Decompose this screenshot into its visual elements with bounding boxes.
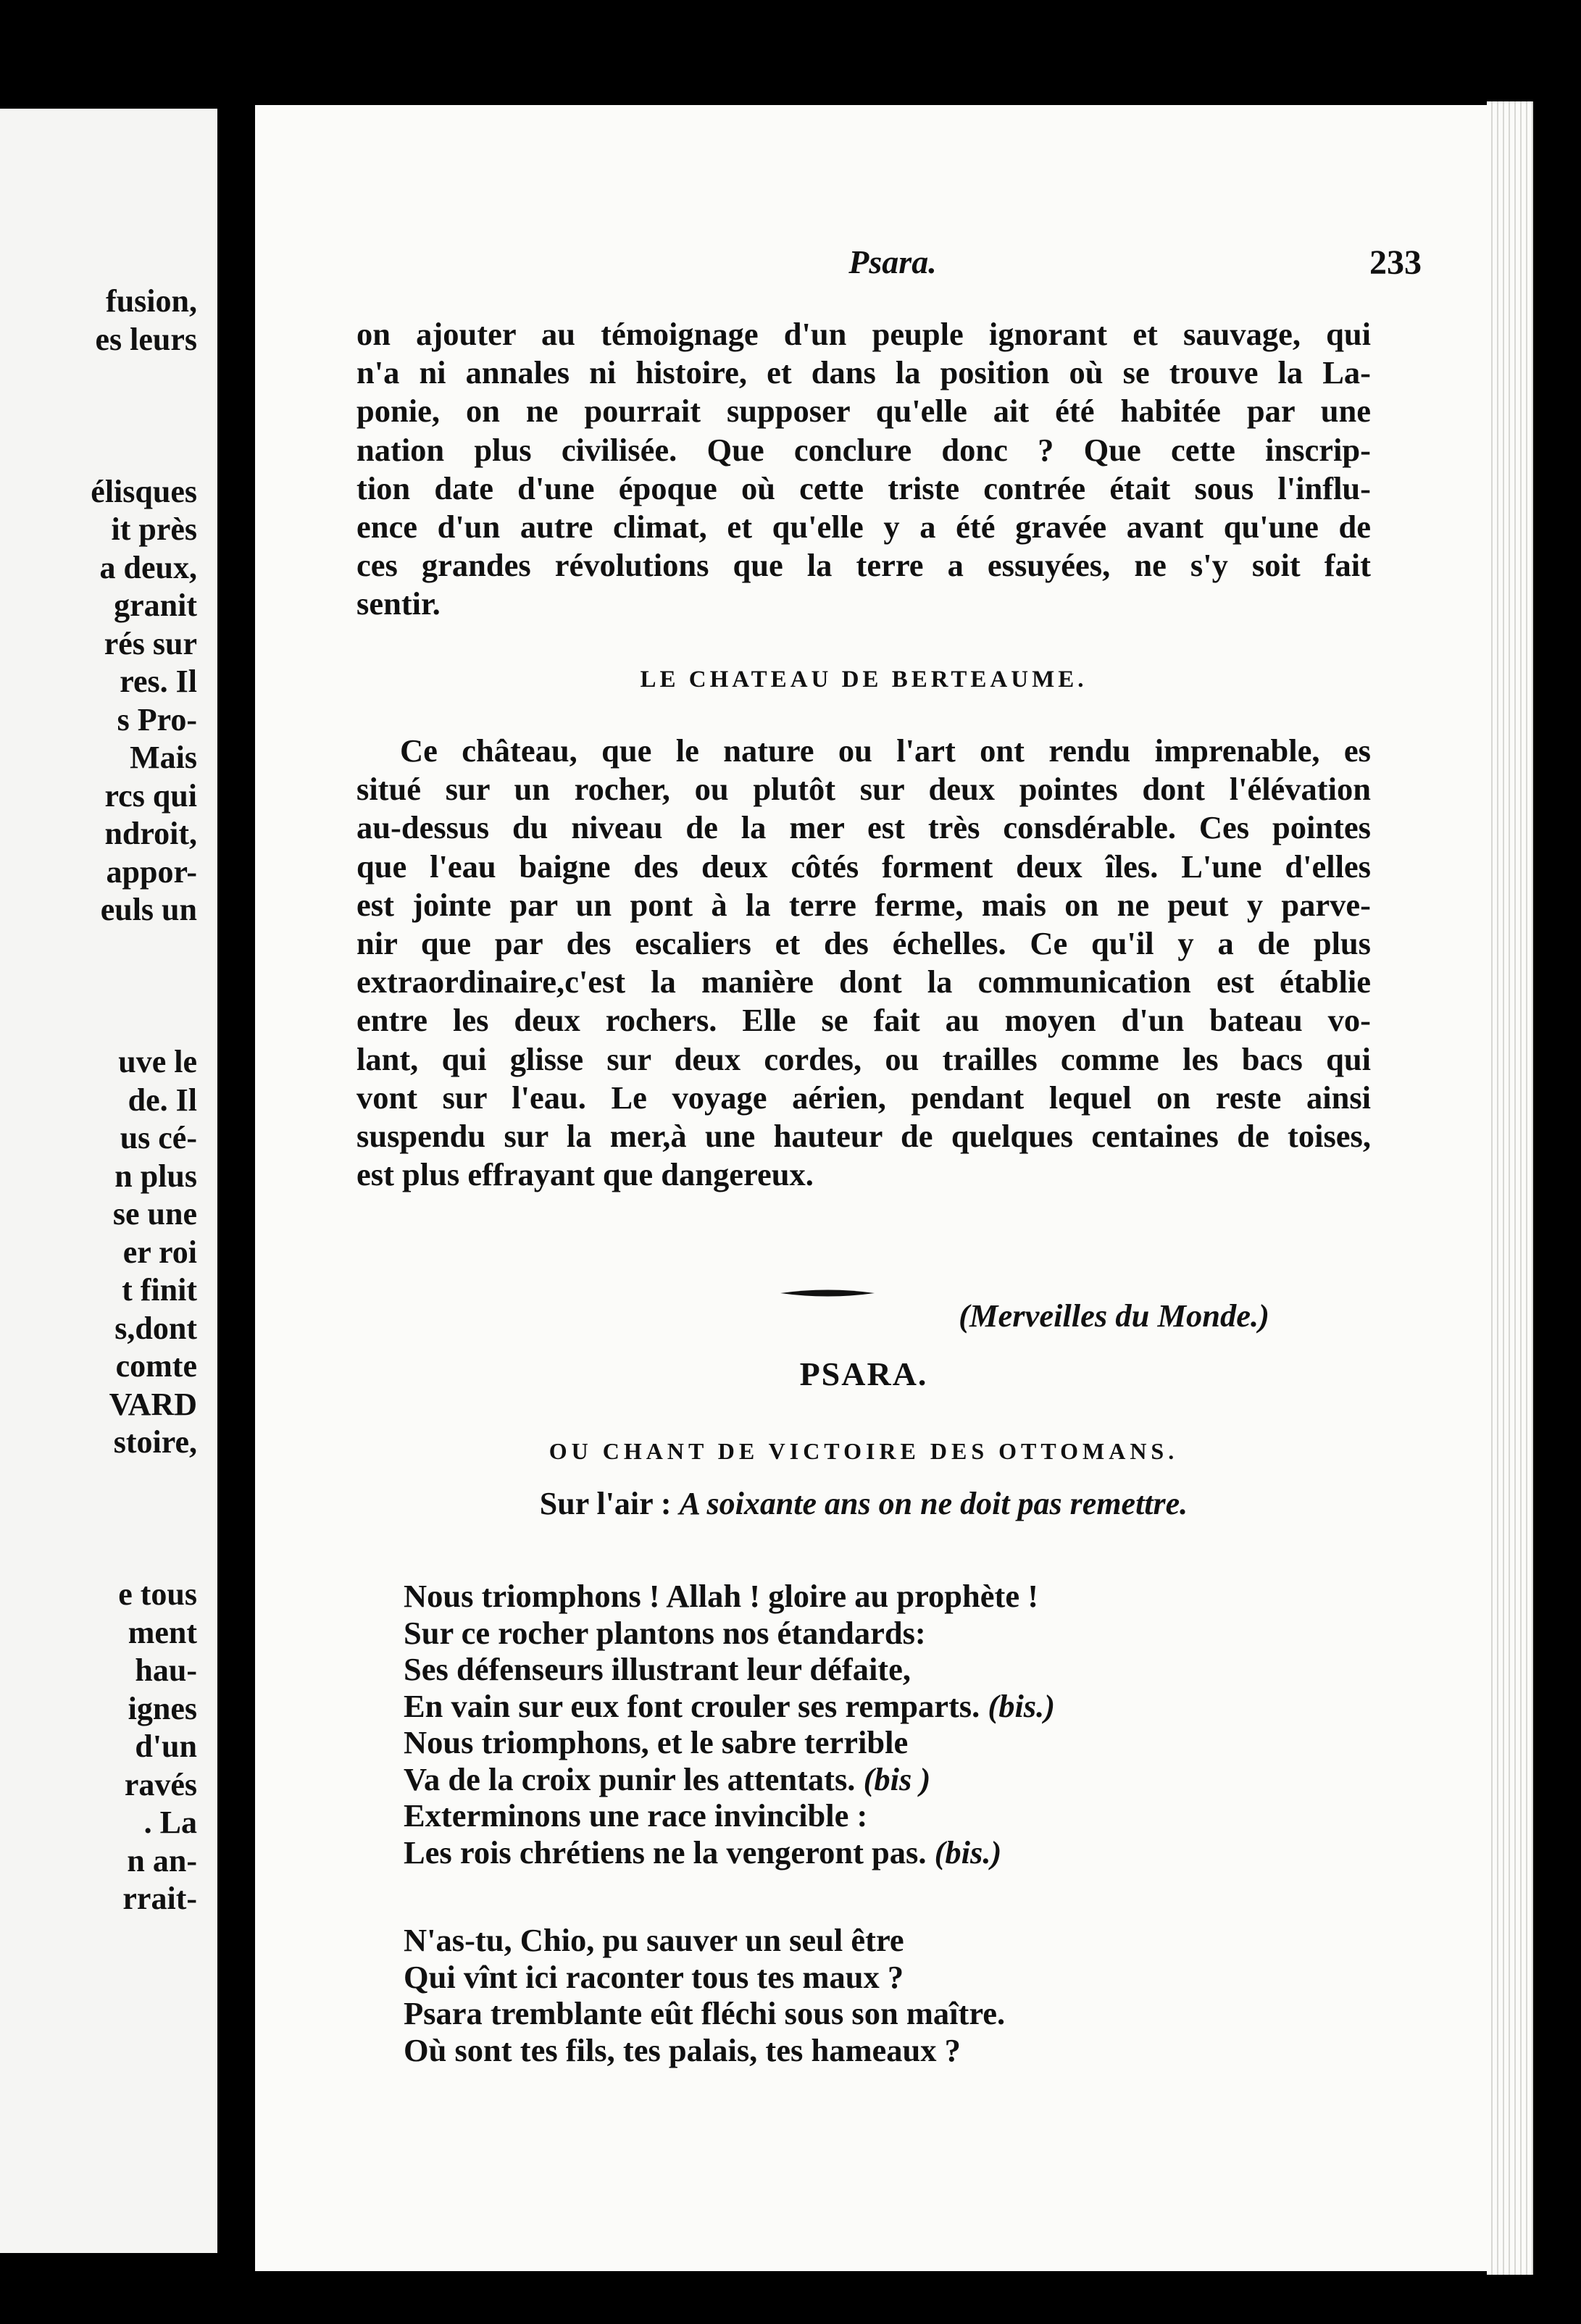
text-line: on ajouter au témoignage d'un peuple ignorant et sauvage, qui xyxy=(356,316,1371,352)
verse-line xyxy=(404,1761,1055,1798)
verse-line xyxy=(404,1578,1055,1615)
text-line: Ce château, que le nature ou l'art ont rendu imprenable, es xyxy=(400,732,1371,769)
verse-line: Où sont tes fils, tes palais, tes hameaux ? xyxy=(404,2031,961,2068)
verse-line: Psara tremblante eût fléchi sous son maître. xyxy=(404,1995,1006,2031)
text-line: nir que par des escaliers et des échelles. Ce qu'il y a de plus xyxy=(356,925,1371,962)
facing-page-line: s,dont xyxy=(114,1310,197,1346)
section-heading: LE CHATEAU DE BERTEAUME. xyxy=(640,666,1088,693)
poem-title: PSARA. xyxy=(799,1355,928,1392)
facing-page-line: stoire, xyxy=(113,1424,197,1460)
facing-page-line: a deux, xyxy=(99,549,197,585)
page-lower xyxy=(255,105,1487,2271)
text-line: tion date d'une époque où cette triste contrée était sous l'influ- xyxy=(356,469,1371,506)
facing-page-line: n an- xyxy=(127,1842,197,1878)
facing-page-line: élisques xyxy=(91,473,197,509)
verse-text: Nous triomphons ! Allah ! gloire au prophète ! xyxy=(404,1578,1039,1614)
facing-page-line xyxy=(0,435,197,473)
text-line: entre les deux rochers. Elle se fait au moyen d'un bateau vo- xyxy=(356,1002,1371,1039)
book-gutter xyxy=(217,130,246,2260)
facing-page-line: appor- xyxy=(106,853,197,890)
facing-page-line: ndroit, xyxy=(104,816,197,851)
text-line: au-dessus du niveau de la mer est très consdérable. Ces pointes xyxy=(356,809,1371,846)
text-line: est plus effrayant que dangereux. xyxy=(356,1156,814,1193)
facing-page-line: de. Il xyxy=(128,1082,197,1118)
facing-page-line xyxy=(0,929,197,968)
text-line: suspendu sur la mer,à une hauteur de quelques centaines de toises, xyxy=(356,1118,1371,1155)
facing-page-line: e tous xyxy=(118,1576,197,1612)
verse-text: En vain sur eux font crouler ses remparts. xyxy=(404,1687,988,1724)
verse-text: Nous triomphons, et le sabre terrible xyxy=(404,1724,909,1760)
facing-page-line: es leurs xyxy=(95,321,197,357)
facing-page-line: granit xyxy=(114,588,197,623)
text-line: ence d'un autre climat, et qu'elle y a été gravée avant qu'une de xyxy=(356,509,1371,546)
facing-page-line: Mais xyxy=(130,740,197,775)
facing-page-line: d'un xyxy=(135,1729,197,1764)
facing-page-line: ignes xyxy=(128,1690,197,1726)
verse-line: N'as-tu, Chio, pu sauver un seul être xyxy=(404,1922,904,1958)
refrain-marker: (bis ) xyxy=(863,1760,931,1797)
text-line: vont sur l'eau. Le voyage aérien, pendant lequel on reste ainsi xyxy=(356,1079,1371,1116)
verse-text: Va de la croix punir les attentats. xyxy=(404,1760,864,1797)
facing-page-line: euls un xyxy=(100,892,197,927)
verse-text: Les rois chrétiens ne la vengeront pas. xyxy=(404,1834,935,1871)
facing-page-line: t finit xyxy=(122,1272,197,1308)
air-prefix: Sur l'air : xyxy=(539,1486,680,1521)
verse-line xyxy=(404,1651,1055,1688)
verse-line: Qui vînt ici raconter tous tes maux ? xyxy=(404,1958,904,1995)
facing-page-line xyxy=(0,1538,197,1576)
facing-page-line xyxy=(0,1462,197,1500)
poem-stanza-1 xyxy=(404,1578,1055,1871)
facing-page-line: se une xyxy=(112,1196,197,1232)
facing-page-line: fusion, xyxy=(106,283,197,319)
facing-page-line xyxy=(0,397,197,435)
refrain-marker: (bis.) xyxy=(988,1687,1056,1724)
verse-line xyxy=(404,1834,1055,1871)
verse-text: Ses défenseurs illustrant leur défaite, xyxy=(404,1651,912,1687)
verse-text: Sur ce rocher plantons nos étandards: xyxy=(404,1614,926,1651)
text-line: ces grandes révolutions que la terre a essuyées, ne s'y soit fait xyxy=(356,547,1371,584)
facing-page-text xyxy=(0,283,197,1918)
verse-line xyxy=(404,1688,1055,1725)
facing-page-line: uve le xyxy=(118,1044,197,1079)
text-line: n'a ni annales ni histoire, et dans la position où se trouve la La- xyxy=(356,354,1371,391)
air-title: A soixante ans on ne doit pas remettre. xyxy=(679,1486,1188,1521)
text-line: extraordinaire,c'est la manière dont la communication est établie xyxy=(356,964,1371,1000)
facing-page-line: comte xyxy=(115,1348,197,1384)
facing-page-line: rés sur xyxy=(104,625,197,661)
page-number: 233 xyxy=(1369,243,1422,282)
verse-text: Exterminons une race invincible : xyxy=(404,1797,868,1834)
text-line: que l'eau baigne des deux côtés forment deux îles. L'une d'elles xyxy=(356,848,1371,885)
verse-line xyxy=(404,1724,1055,1761)
facing-page-line: n plus xyxy=(114,1158,197,1194)
page-edges xyxy=(1487,101,1533,2275)
facing-page-left xyxy=(0,109,217,2253)
facing-page-line: us cé- xyxy=(120,1120,197,1155)
facing-page-line: ravés xyxy=(124,1766,197,1802)
running-head-title: Psara. xyxy=(848,243,937,280)
text-line: nation plus civilisée. Que conclure donc ? Que cette inscrip- xyxy=(356,431,1371,468)
facing-page-line: ment xyxy=(128,1614,197,1650)
poem-stanza-2 xyxy=(404,1922,1005,2068)
facing-page-line: . La xyxy=(143,1805,197,1840)
verse-line xyxy=(404,1797,1055,1834)
text-line: sentir. xyxy=(356,585,441,622)
facing-page-line xyxy=(0,359,197,397)
facing-page-line: rrait- xyxy=(122,1881,197,1916)
facing-page-line xyxy=(0,1006,197,1044)
text-line: lant, qui glisse sur deux cordes, ou trailles comme les bacs qui xyxy=(356,1040,1371,1077)
facing-page-line: it près xyxy=(111,511,197,547)
verse-line xyxy=(404,1615,1055,1652)
facing-page-line: s Pro- xyxy=(117,701,197,737)
ornamental-rule xyxy=(780,1288,875,1298)
citation: (Merveilles du Monde.) xyxy=(959,1297,1269,1334)
poem-air-line xyxy=(356,1485,1371,1522)
facing-page-line: res. Il xyxy=(120,664,197,699)
facing-page-line: er roi xyxy=(122,1234,197,1270)
poem-subtitle: OU CHANT DE VICTOIRE DES OTTOMANS. xyxy=(548,1438,1179,1464)
facing-page-line xyxy=(0,967,197,1006)
text-line: situé sur un rocher, ou plutôt sur deux pointes dont l'élévation xyxy=(356,771,1371,808)
refrain-marker: (bis.) xyxy=(934,1834,1002,1871)
text-line: est jointe par un pont à la terre ferme, mais on ne peut y parve- xyxy=(356,886,1371,923)
facing-page-line: VARD xyxy=(109,1386,197,1422)
facing-page-line: rcs qui xyxy=(104,777,197,814)
text-line: ponie, on ne pourrait supposer qu'elle ait été habitée par une xyxy=(356,393,1371,430)
facing-page-line: hau- xyxy=(135,1652,197,1688)
facing-page-line xyxy=(0,1500,197,1538)
